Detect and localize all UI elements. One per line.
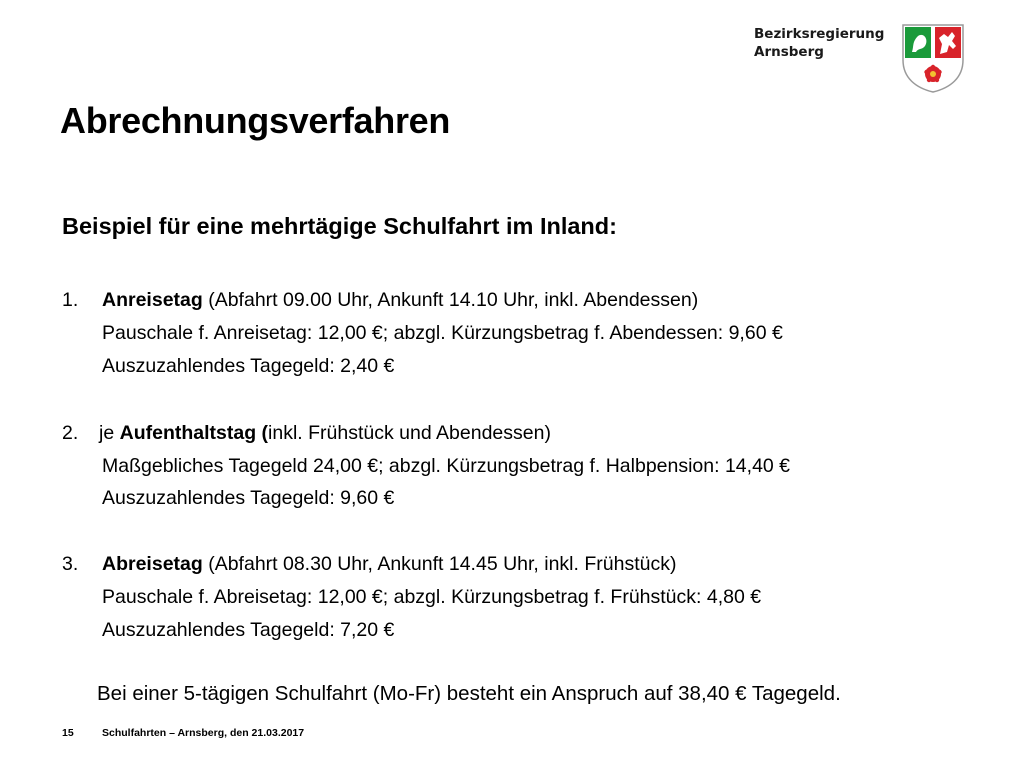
list-item-label: Abreisetag (102, 553, 203, 575)
list-item-number: 3. (62, 553, 79, 575)
list-item-detail: inkl. Frühstück und Abendessen) (268, 422, 551, 444)
list-item-label: Anreisetag (102, 289, 203, 311)
organization-name-line2: Arnsberg (754, 44, 824, 60)
organization-name-line1: Bezirksregierung (754, 26, 885, 42)
list-item-calculation: Pauschale f. Anreisetag: 12,00 €; abzgl. Kürzungsbetrag f. Abendessen: 9,60 € (102, 322, 783, 344)
organization-name (754, 25, 884, 61)
nrw-coat-of-arms-icon (900, 22, 966, 94)
list-item-detail: (Abfahrt 08.30 Uhr, Ankunft 14.45 Uhr, inkl. Frühstück) (202, 553, 677, 575)
list-item-heading (102, 551, 676, 577)
list-item-detail: (Abfahrt 09.00 Uhr, Ankunft 14.10 Uhr, inkl. Abendessen) (202, 289, 699, 311)
list-item-calculation: Maßgebliches Tagegeld 24,00 €; abzgl. Kürzungsbetrag f. Halbpension: 14,40 € (102, 455, 791, 477)
list-item-number: 2. (62, 422, 79, 444)
list-item-payout: Auszuzahlendes Tagegeld: 7,20 € (102, 619, 395, 641)
list-item-open: ( (256, 422, 269, 444)
footer-page-number: 15 (62, 727, 74, 739)
conclusion-text: Bei einer 5-tägigen Schulfahrt (Mo-Fr) besteht ein Anspruch auf 38,40 € Tagegeld. (97, 682, 841, 705)
list-item-number: 1. (62, 289, 79, 311)
slide-title: Abrechnungsverfahren (60, 100, 451, 141)
list-item-calculation: Pauschale f. Abreisetag: 12,00 €; abzgl. Kürzungsbetrag f. Frühstück: 4,80 € (102, 586, 762, 608)
list-item-heading (99, 420, 551, 446)
list-item-prefix: je (99, 422, 120, 444)
list-item-heading (102, 287, 698, 313)
slide-subtitle: Beispiel für eine mehrtägige Schulfahrt im Inland: (62, 213, 617, 239)
list-item-label: Aufenthaltstag (119, 422, 257, 444)
list-item-payout: Auszuzahlendes Tagegeld: 9,60 € (102, 487, 395, 509)
footer-text: Schulfahrten – Arnsberg, den 21.03.2017 (102, 727, 305, 739)
list-item-payout: Auszuzahlendes Tagegeld: 2,40 € (102, 355, 395, 377)
